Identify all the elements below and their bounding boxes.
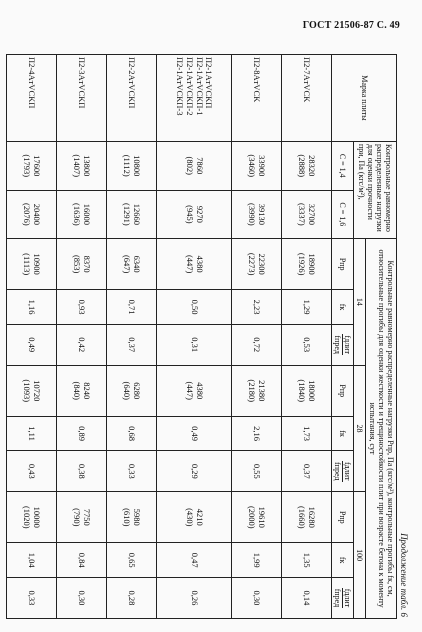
table-row (231, 55, 281, 619)
r28-cell: 0,43 (6, 451, 56, 492)
header-age-14: 14 (354, 239, 366, 366)
header-f: fк (331, 416, 353, 451)
brand-cell: П2-3AтVCKП (56, 55, 106, 142)
p28-cell: 8240 (840) (56, 365, 106, 416)
f14-cell: 2,23 (231, 290, 281, 325)
r100-cell: 0,30 (56, 577, 106, 618)
header-f: fк (331, 290, 353, 325)
c14-cell: 7860 (802) (156, 141, 231, 190)
p14-cell: 10900 (1113) (6, 239, 56, 290)
brand-cell: П2-8AтVCK (231, 55, 281, 142)
c16-cell: 12660 (1291) (106, 190, 156, 239)
table-row (281, 55, 331, 619)
p14-cell: 4380 (447) (156, 239, 231, 290)
brand-cell: П2-7AтVCK (281, 55, 331, 142)
header-ratio: fдлит fпред (331, 451, 353, 492)
c14-cell: 28320 (2888) (281, 141, 331, 190)
r14-cell: 0,53 (281, 324, 331, 365)
r28-cell: 0,29 (156, 451, 231, 492)
table-row (56, 55, 106, 619)
f28-cell: 1,73 (281, 416, 331, 451)
p28-cell: 21380 (2180) (231, 365, 281, 416)
p14-cell: 6340 (647) (106, 239, 156, 290)
f28-cell: 1,11 (6, 416, 56, 451)
table-row (6, 55, 56, 619)
header-age-100: 100 (354, 492, 366, 619)
r28-cell: 0,37 (281, 451, 331, 492)
p100-cell: 16280 (1660) (281, 492, 331, 543)
c16-cell: 20400 (2076) (6, 190, 56, 239)
header-ratio: fдлит fпред (331, 577, 353, 618)
header-age-28: 28 (354, 365, 366, 492)
f14-cell: 1,16 (6, 290, 56, 325)
f100-cell: 0,47 (156, 543, 231, 578)
header-p: Pпр (331, 492, 353, 543)
p14-cell: 8370 (853) (56, 239, 106, 290)
p28-cell: 4380 (447) (156, 365, 231, 416)
r28-cell: 0,55 (231, 451, 281, 492)
brand-cell: П2-4AтVCKП (6, 55, 56, 142)
p28-cell: 6280 (640) (106, 365, 156, 416)
r14-cell: 0,72 (231, 324, 281, 365)
r14-cell: 0,37 (106, 324, 156, 365)
r14-cell: 0,31 (156, 324, 231, 365)
header-control-loads: Контрольные равномерно распределенные нагрузки для оценки прочности при, Па (кгс/м²), (354, 141, 397, 238)
p100-cell: 5980 (610) (106, 492, 156, 543)
r100-cell: 0,14 (281, 577, 331, 618)
c14-cell: 10800 (1112) (106, 141, 156, 190)
c16-cell: 32700 (3337) (281, 190, 331, 239)
p100-cell: 7750 (790) (56, 492, 106, 543)
p14-cell: 18900 (1926) (281, 239, 331, 290)
r100-cell: 0,33 (6, 577, 56, 618)
f100-cell: 1,35 (281, 543, 331, 578)
c14-cell: 33900 (3460) (231, 141, 281, 190)
header-p: Pпр (331, 365, 353, 416)
table-row (106, 55, 156, 619)
r14-cell: 0,42 (56, 324, 106, 365)
f28-cell: 2,16 (231, 416, 281, 451)
c14-cell: 17600 (1793) (6, 141, 56, 190)
data-table (6, 54, 397, 619)
header-p: Pпр (331, 239, 353, 290)
brand-cell: П2-2AтVCKП (106, 55, 156, 142)
p28-cell: 18000 (1840) (281, 365, 331, 416)
f100-cell: 1,04 (6, 543, 56, 578)
header-ratio: fдлит fпред (331, 324, 353, 365)
header-brand: Марка плиты (331, 55, 396, 142)
r100-cell: 0,26 (156, 577, 231, 618)
f14-cell: 0,93 (56, 290, 106, 325)
c16-cell: 39130 (3990) (231, 190, 281, 239)
f14-cell: 1,29 (281, 290, 331, 325)
table-row (156, 55, 231, 619)
f100-cell: 0,65 (106, 543, 156, 578)
r28-cell: 0,38 (56, 451, 106, 492)
page-header: ГОСТ 21506-87 С. 49 (302, 20, 400, 31)
p28-cell: 10720 (1093) (6, 365, 56, 416)
p100-cell: 10000 (1020) (6, 492, 56, 543)
r100-cell: 0,28 (106, 577, 156, 618)
c16-cell: 16000 (1636) (56, 190, 106, 239)
f28-cell: 0,89 (56, 416, 106, 451)
table-continuation-caption: Продолжение табл. 6 (399, 533, 409, 617)
header-f: fк (331, 543, 353, 578)
f100-cell: 0,84 (56, 543, 106, 578)
c16-cell: 9270 (945) (156, 190, 231, 239)
f28-cell: 0,49 (156, 416, 231, 451)
header-c16: С = 1,6 (331, 190, 353, 239)
r14-cell: 0,49 (6, 324, 56, 365)
p14-cell: 22300 (2273) (231, 239, 281, 290)
c14-cell: 13800 (1407) (56, 141, 106, 190)
header-group: Контрольные равномерно распределенные нагрузки Pпр, Па (кгс/м²), контрольные прогибы fк, см, относительные прогибы для оценки жесткости и трещиностойкости плит при возрасте бетона к моменту испытания, сут (366, 239, 397, 619)
p100-cell: 19610 (2000) (231, 492, 281, 543)
header-c14: С = 1,4 (331, 141, 353, 190)
f14-cell: 0,71 (106, 290, 156, 325)
f100-cell: 1,99 (231, 543, 281, 578)
brand-cell: П2-1AтVCKП П2-1AтVCKП-1 П2-1AтVCKП-2 П2-1AтVCKП-3 (156, 55, 231, 142)
f14-cell: 0,50 (156, 290, 231, 325)
r100-cell: 0,30 (231, 577, 281, 618)
rotated-table-block (23, 54, 411, 619)
p100-cell: 4210 (430) (156, 492, 231, 543)
f28-cell: 0,68 (106, 416, 156, 451)
r28-cell: 0,33 (106, 451, 156, 492)
